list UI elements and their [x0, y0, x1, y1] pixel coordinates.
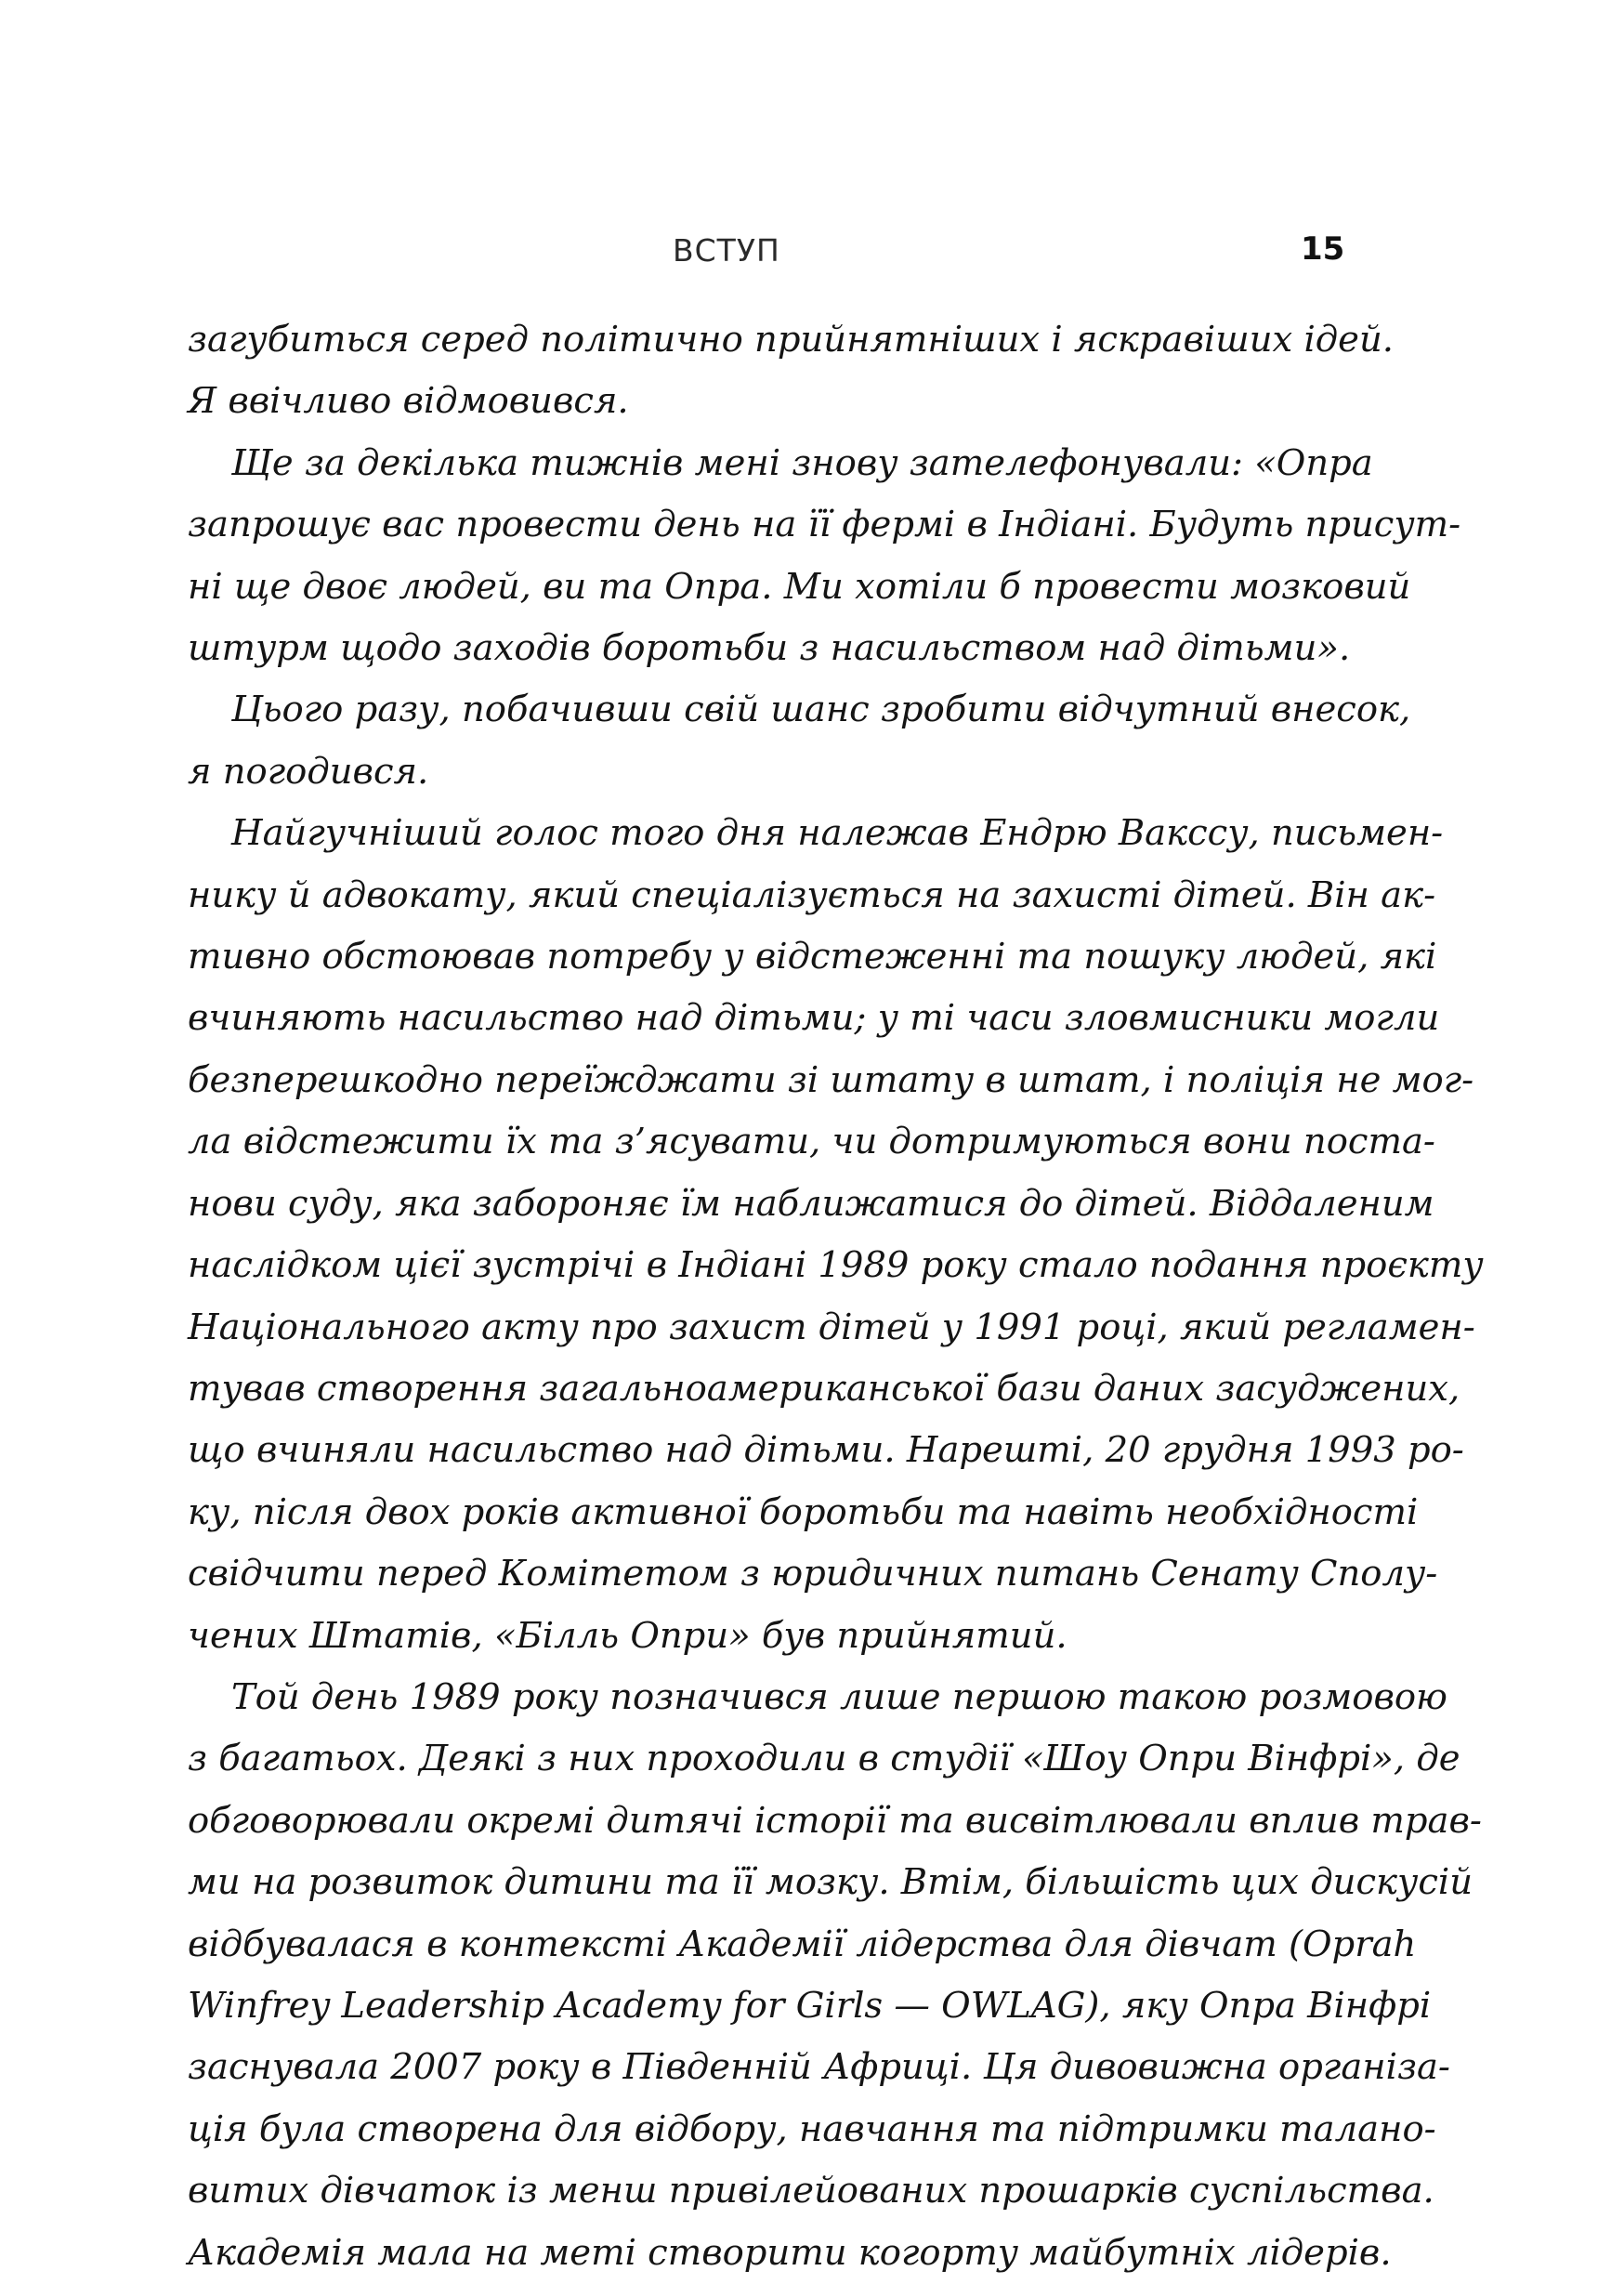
text-line: ми на розвиток дитини та її мозку. Втім, більшість цих дискусій: [188, 1861, 1473, 1904]
text-line: Ще за декілька тижнів мені знову зателефонували: «Опра: [231, 441, 1373, 484]
text-line: ція була створена для відбору, навчання та підтримки талано-: [188, 2107, 1436, 2150]
text-line: нику й адвокату, який спеціалізується на захисті дітей. Він ак-: [188, 873, 1436, 916]
text-line: вчиняють насильство над дітьми; у ті часи зловмисники могли: [188, 997, 1440, 1040]
text-line: з багатьох. Деякі з них проходили в студії «Шоу Опри Вінфрі», де: [188, 1738, 1460, 1780]
text-line: свідчити перед Комітетом з юридичних питань Сенату Сполу-: [188, 1553, 1438, 1595]
text-line: чених Штатів, «Білль Опри» був прийнятий.: [188, 1614, 1067, 1657]
text-line: Winfrey Leadership Academy for Girls — OWLAG), яку Опра Вінфрі: [188, 1984, 1432, 2027]
text-line: що вчиняли насильство над дітьми. Нарешті, 20 грудня 1993 ро-: [188, 1429, 1464, 1472]
text-line: ку, після двох років активної боротьби та навіть необхідності: [188, 1490, 1419, 1533]
text-line: нови суду, яка забороняє їм наближатися до дітей. Віддаленим: [188, 1182, 1434, 1225]
text-line: витих дівчаток із менш привілейованих прошарків суспільства.: [188, 2170, 1434, 2212]
paragraph-continuation: [188, 309, 1394, 433]
paragraph: [188, 803, 1484, 1667]
page-number: 15: [1301, 230, 1345, 268]
running-head-title: ВСТУП: [673, 232, 780, 269]
text-line: Я ввічливо відмовився.: [188, 380, 629, 423]
text-line: я погодився.: [188, 750, 429, 793]
text-line: наслідком цієї зустрічі в Індіані 1989 року стало подання проєкту: [188, 1244, 1484, 1287]
text-line: безперешкодно переїжджати зі штату в штат, і поліція не мог-: [188, 1058, 1474, 1101]
text-line: запрошує вас провести день на її фермі в Індіані. Будуть присут-: [188, 504, 1461, 546]
text-line: Академія мала на меті створити когорту майбутніх лідерів.: [188, 2231, 1392, 2274]
text-line: заснувала 2007 року в Південній Африці. Ця дивовижна організа-: [188, 2046, 1450, 2089]
text-line: Національного акту про захист дітей у 1991 році, який регламен-: [188, 1306, 1475, 1348]
paragraph: [188, 1667, 1482, 2284]
paragraph: [188, 679, 1411, 803]
text-line: Цього разу, побачивши свій шанс зробити відчутний внесок,: [231, 689, 1411, 731]
text-line: обговорювали окремі дитячі історії та висвітлювали вплив трав-: [188, 1799, 1482, 1842]
text-line: ла відстежити їх та з’ясувати, чи дотримуються вони поста-: [188, 1121, 1435, 1163]
text-line: відбувалася в контексті Академії лідерства для дівчат (Oprah: [188, 1923, 1417, 1965]
text-line: Той день 1989 року позначився лише першою такою розмовою: [231, 1675, 1447, 1718]
text-line: ні ще двоє людей, ви та Опра. Ми хотіли б провести мозковий: [188, 565, 1411, 608]
body-text: [188, 309, 1484, 2284]
text-line: тував створення загальноамериканської бази даних засуджених,: [188, 1367, 1460, 1410]
text-line: Найгучніший голос того дня належав Ендрю Ваксcу, письмен-: [231, 812, 1444, 855]
paragraph: [188, 433, 1461, 680]
text-line: тивно обстоював потребу у відстеженні та пошуку людей, які: [188, 936, 1437, 978]
text-line: штурм щодо заходів боротьби з насильством над дітьми».: [188, 627, 1351, 670]
text-line: загубиться серед політично прийнятніших і яскравіших ідей.: [188, 319, 1394, 361]
